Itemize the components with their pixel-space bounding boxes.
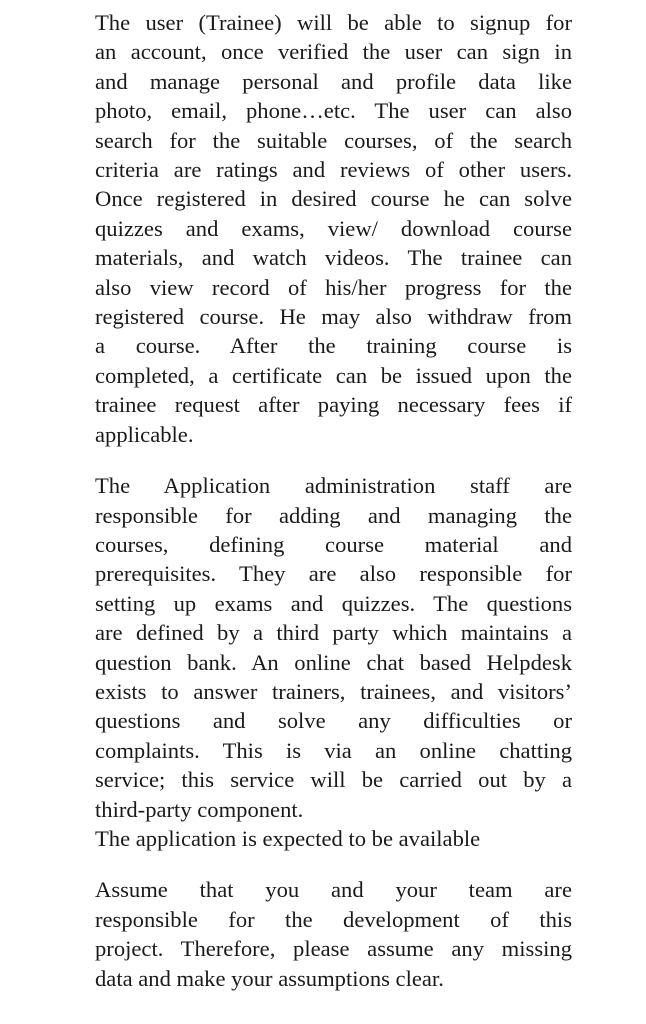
text-line: project. Therefore, please assume any missing — [95, 936, 572, 962]
text-line: data and make your assumptions clear. — [95, 965, 444, 991]
text-line: The user (Trainee) will be able to signup for — [95, 10, 572, 35]
text-line: prerequisites. They are also responsible for — [95, 561, 572, 587]
text-line: exists to answer trainers, trainees, and visitors’ — [95, 678, 572, 704]
paragraph-trainee — [95, 8, 572, 449]
text-line: photo, email, phone…etc. The user can also — [95, 98, 572, 124]
text-line: questions and solve any difficulties or — [95, 708, 572, 734]
text-line: quizzes and exams, view/ download course — [95, 215, 572, 241]
text-line: The Application administration staff are — [95, 473, 572, 499]
text-line: also view record of his/her progress for the — [95, 274, 572, 300]
paragraph-spacer — [95, 853, 572, 875]
text-line: criteria are ratings and reviews of other users. — [95, 157, 572, 183]
text-line: registered course. He may also withdraw from — [95, 304, 572, 330]
paragraph-assumptions — [95, 875, 572, 993]
text-line: service; this service will be carried out by a — [95, 767, 572, 793]
text-line: and manage personal and profile data like — [95, 68, 572, 94]
text-line: responsible for adding and managing the — [95, 502, 572, 528]
text-line: are defined by a third party which maintains a — [95, 620, 572, 646]
text-line: Assume that you and your team are — [95, 877, 572, 903]
text-line: setting up exams and quizzes. The questions — [95, 590, 572, 616]
text-line: completed, a certificate can be issued upon the — [95, 362, 572, 388]
paragraph-availability — [95, 824, 572, 853]
text-line: complaints. This is via an online chatting — [95, 737, 572, 763]
text-line: materials, and watch videos. The trainee can — [95, 245, 572, 271]
text-line: courses, defining course material and — [95, 531, 572, 557]
text-line: a course. After the training course is — [95, 333, 572, 359]
text-line: third-party component. — [95, 796, 304, 822]
text-line: responsible for the development of this — [95, 906, 572, 932]
document-body — [95, 8, 572, 993]
paragraph-spacer — [95, 449, 572, 471]
text-line: The application is expected to be available — [95, 825, 481, 851]
text-line: search for the suitable courses, of the search — [95, 127, 572, 153]
text-line: applicable. — [95, 421, 194, 447]
text-line: question bank. An online chat based Helpdesk — [95, 649, 572, 675]
text-line: an account, once verified the user can sign in — [95, 39, 572, 65]
text-line: Once registered in desired course he can solve — [95, 186, 572, 212]
paragraph-administration — [95, 471, 572, 824]
text-line: trainee request after paying necessary fees if — [95, 392, 572, 418]
